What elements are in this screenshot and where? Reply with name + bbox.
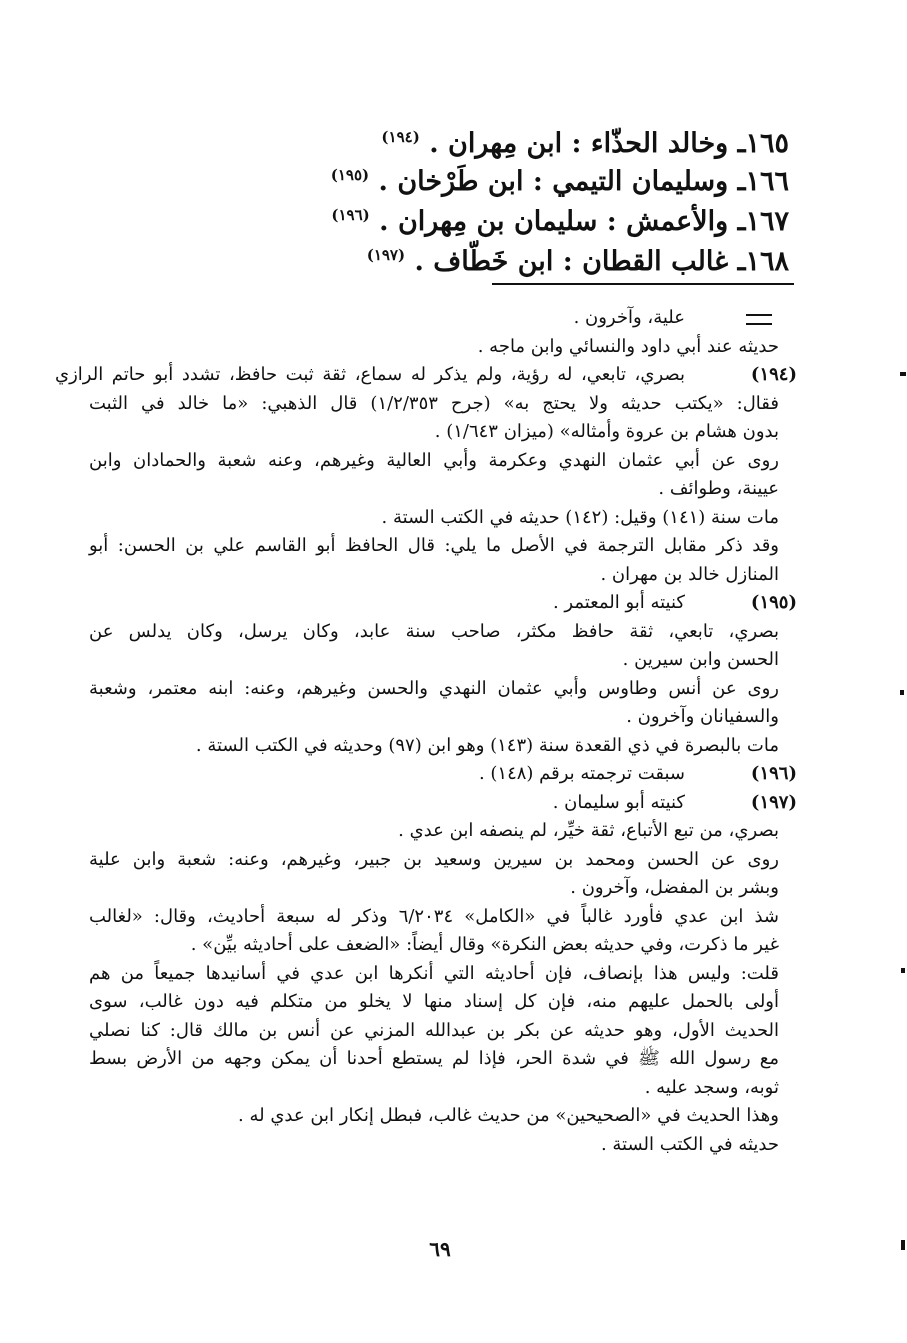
entry-text: ١٦٧ـ والأعمش : سليمان بن مِهران . [379, 206, 789, 237]
footnote-line: سبقت ترجمته برقم (١٤٨) . [478, 763, 685, 784]
footnote-line: ثوبه، وسجد عليه . [644, 1076, 779, 1098]
footnote-line: بدون هشام بن عروة وأمثاله» (ميزان ١/٦٤٣) . [434, 421, 779, 442]
scan-edge-mark [900, 690, 904, 695]
footnote-line: شذ ابن عدي فأورد غالباً في «الكامل» ٦/٢٠٣٤ وذكر له سبعة أحاديث، وقال: «لغالب [89, 905, 779, 927]
footnote-line: فقال: «يكتب حديثه ولا يحتج به» (جرح ١/٢/٣٥٣) قال الذهبي: «ما خالد في الثبت [89, 392, 779, 414]
footnote-line: المنازل خالد بن مهران . [600, 563, 779, 585]
footnote-line: وبشر بن المفضل، وآخرون . [570, 877, 779, 898]
footnote-line: مع رسول الله ﷺ في شدة الحر، فإذا لم يستطع أحدنا أن يمكن وجهه من الأرض بسط [89, 1048, 779, 1069]
footnote-line: وقد ذكر مقابل الترجمة في الأصل ما يلي: قال الحافظ أبو القاسم علي بن الحسن: أبو [89, 535, 779, 556]
footnote-line: حديثه عند أبي داود والنسائي وابن ماجه . [477, 335, 779, 357]
footnote-line: علية، وآخرون . [573, 307, 685, 328]
entry-text: ١٦٨ـ غالب القطان : ابن خَطّاف . [414, 246, 789, 277]
entry-168 [189, 236, 789, 281]
footnote-number: (١٩٧) [750, 791, 797, 813]
footnote-divider [492, 283, 794, 285]
footnote-number: (١٩٤) [750, 364, 797, 385]
footnote-line: حديثه في الكتب الستة . [600, 1133, 779, 1155]
page-number: ٦٩ [429, 1237, 451, 1261]
footnote-line: روى عن أنس وطاوس وأبي عثمان النهدي والحسن وغيرهم، وعنه: ابنه معتمر، وشعبة [89, 677, 779, 699]
footnote-line: كنيته أبو المعتمر . [552, 592, 685, 613]
footnote-line: الحسن وابن سيرين . [622, 649, 779, 670]
footnote-line: روى عن أبي عثمان النهدي وعكرمة وأبي العالية وغيرهم، وعنه شعبة والحمادان وابن [89, 449, 779, 471]
note-ref: (١٩٦) [331, 206, 370, 224]
footnote-line: مات سنة (١٤١) وقيل: (١٤٢) حديثه في الكتب الستة . [381, 506, 779, 528]
entry-167 [189, 196, 789, 241]
footnote-line: بصري، من تبع الأتباع، ثقة خيِّر، لم ينصفه ابن عدي . [398, 820, 779, 841]
note-ref: (١٩٥) [330, 166, 370, 184]
footnote-line: قلت: وليس هذا بإنصاف، فإن أحاديثه التي أنكرها ابن عدي في أسانيدها جميعاً من هم [89, 962, 779, 984]
entry-text: ١٦٥ـ وخالد الحذّاء : ابن مِهران . [429, 128, 789, 159]
footnote-line: الحديث الأول، وهو حديثه عن بكر بن عبدالله المزني عن أنس بن مالك قال: كنا نصلي [89, 1019, 779, 1041]
footnote-line: عيينة، وطوائف . [658, 478, 779, 499]
footnote-line: كنيته أبو سليمان . [552, 791, 685, 813]
entry-text: ١٦٦ـ وسليمان التيمي : ابن طَرْخان . [378, 166, 789, 197]
entry-166 [189, 156, 789, 201]
footnote-number: (١٩٦) [750, 763, 797, 784]
scan-edge-mark [901, 968, 905, 973]
footnote-line: غير ما ذكرت، وفي حديثه بعض النكرة» وقال أيضاً: «الضعف على أحاديثه بيِّن» . [190, 934, 779, 955]
continuation-mark [746, 314, 772, 325]
footnote-line: والسفيانان وآخرون . [626, 706, 779, 727]
note-ref: (١٩٤) [381, 128, 420, 146]
footnote-line: أولى بالحمل عليهم منه، فإن كل إسناد منها لا يخلو من متكلم فيه دون غالب، سوى [89, 991, 779, 1012]
footnote-line: بصري، تابعي، له رؤية، ولم يذكر له سماع، ثقة ثبت حافظ، تشدد أبو حاتم الرازي [55, 364, 685, 385]
footnote-number: (١٩٥) [750, 592, 797, 613]
scan-edge-mark [900, 372, 906, 376]
footnote-line: وهذا الحديث في «الصحيحين» من حديث غالب، فبطل إنكار ابن عدي له . [238, 1105, 779, 1126]
scan-edge-mark [901, 1240, 905, 1250]
note-ref: (١٩٧) [366, 246, 406, 264]
footnote-line: بصري، تابعي، ثقة حافظ مكثر، صاحب سنة عابد، وكان يرسل، وكان يدلس عن [89, 620, 779, 642]
footnote-line: روى عن الحسن ومحمد بن سيرين وسعيد بن جبير، وغيرهم، وعنه: شعبة وابن علية [89, 848, 779, 870]
footnote-line: مات بالبصرة في ذي القعدة سنة (١٤٣) وهو ابن (٩٧) وحديثه في الكتب الستة . [195, 734, 779, 756]
